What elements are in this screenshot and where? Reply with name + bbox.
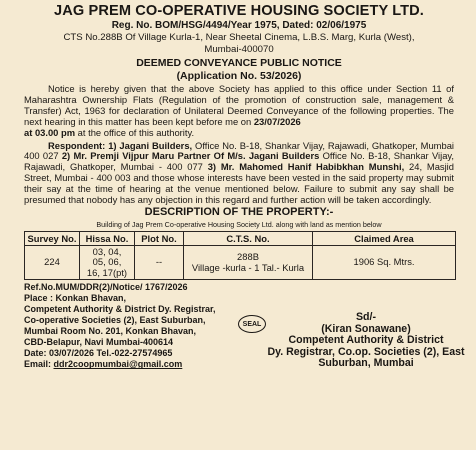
table-row: [25, 245, 456, 280]
hearing-date: 23/07/2026: [253, 115, 301, 127]
cell-area: 1906 Sq. Mtrs.: [313, 245, 456, 280]
address-line-2: Mumbai-400070: [204, 43, 274, 55]
registration-line: Reg. No. BOM/HSG/4494/Year 1975, Dated: 02/06/1975: [111, 20, 367, 31]
seal-stamp: SEAL: [238, 315, 266, 333]
notice-text-end: at the office of this authority.: [75, 126, 195, 138]
notice-subtitle: DEEMED CONVEYANCE PUBLIC NOTICE: [136, 57, 342, 69]
address-line-1: CTS No.288B Of Village Kurla-1, Near Sheetal Cinema, L.B.S. Marg, Kurla (West),: [63, 32, 415, 43]
respondent-1-label: Respondent: 1) Jagani Builders,: [48, 139, 193, 151]
society-title: JAG PREM CO-OPERATIVE HOUSING SOCIETY LTD.: [54, 3, 424, 19]
hearing-time: at 03.00 pm: [24, 126, 76, 138]
cell-hissa: [80, 245, 135, 280]
col-survey-no: Survey No.: [25, 231, 80, 245]
date-tel-line: Date: 03/07/2026 Tel.-022-27574965: [24, 348, 173, 359]
authority-line-2: Co-operative Societies (2), East Suburban,: [24, 315, 206, 326]
authority-details: [24, 282, 239, 370]
authority-line-1: Competent Authority & District Dy. Registrar,: [24, 304, 216, 315]
designation-line-2: Dy. Registrar, Co.op. Societies (2), East: [267, 345, 465, 358]
signatory-name: (Kiran Sonawane): [321, 322, 411, 335]
cell-cts: [184, 245, 313, 280]
designation-line-1: Competent Authority & District: [288, 334, 444, 347]
email-label: Email:: [24, 359, 54, 370]
respondent-1-address: Office No. B-18, Shankar Vijay, Rajawadi, Ghatkoper, Mumbai 400 027: [24, 139, 454, 162]
application-number: (Application No. 53/2026): [176, 69, 302, 82]
col-claimed-area: Claimed Area: [313, 231, 456, 245]
authority-line-4: CBD-Belapur, Navi Mumbai-400614: [24, 337, 174, 348]
notice-text: Notice is hereby given that the above Society has applied to this office under Section 11 of Maharashtra Ownership Flats (Regulation of the promotion of construction sale, management & Transfer) Act, 1963 for declaration of Unilateral Deemed Conveyance of the following properties. The next hearing in this matter has been kept before me on: [24, 83, 454, 127]
reference-number: Ref.No.MUM/DDR(2)/Notice/ 1767/2026: [24, 282, 188, 293]
respondent-3-label: 3) Mr. Mahomed Hanif Habibkhan Munshi,: [207, 161, 405, 173]
hissa-line-3: 16, 17(pt): [86, 266, 128, 278]
notice-paragraph: [24, 84, 454, 139]
email-link[interactable]: ddr2coopmumbai@gmail.com: [53, 359, 183, 370]
respondent-paragraph: [24, 141, 454, 206]
respondent-2-address: Office No. B-18, Shankar Vijay, Rajawadi, Ghatkoper, Mumbai - 400 077: [24, 150, 455, 173]
hissa-line-2: 05, 06,: [92, 256, 122, 268]
table-header-row: [25, 231, 456, 245]
col-plot-no: Plot No.: [135, 231, 184, 245]
cell-survey: 224: [25, 245, 80, 280]
place-line: Place : Konkan Bhavan,: [24, 293, 127, 304]
signature-block: [266, 312, 466, 370]
respondent-3-address: 24, Masjid Street, Mumbai - 400 003 and those whose interests have been vested in the said property may submit their say at the time of hearing at the venue mentioned below. Failure to submit any say shall be presumed that nobody has any objection in this regard and further action will be taken accordingly.: [24, 161, 454, 206]
signature-sd: Sd/-: [355, 311, 376, 324]
cell-plot: --: [135, 245, 184, 280]
property-caption: Building of Jag Prem Co-operative Housing Society Ltd. along with land as mention below: [96, 219, 382, 229]
respondent-2-label: 2) Mr. Premji Vijpur Maru Partner Of M/s. Jagani Builders: [61, 150, 320, 162]
property-table: [24, 231, 456, 281]
notice-footer: [24, 282, 465, 392]
col-hissa-no: Hissa No.: [80, 231, 135, 245]
email-line: [24, 359, 239, 370]
property-heading: DESCRIPTION OF THE PROPERTY:-: [144, 205, 334, 218]
hissa-line-1: 03, 04,: [92, 245, 122, 257]
col-cts-no: C.T.S. No.: [184, 231, 313, 245]
authority-line-3: Mumbai Room No. 201, Konkan Bhavan,: [24, 326, 197, 337]
designation-line-3: Suburban, Mumbai: [318, 357, 414, 370]
cts-line-1: 288B: [237, 251, 259, 263]
cts-line-2: Village -kurla - 1 Tal.- Kurla: [191, 261, 305, 273]
